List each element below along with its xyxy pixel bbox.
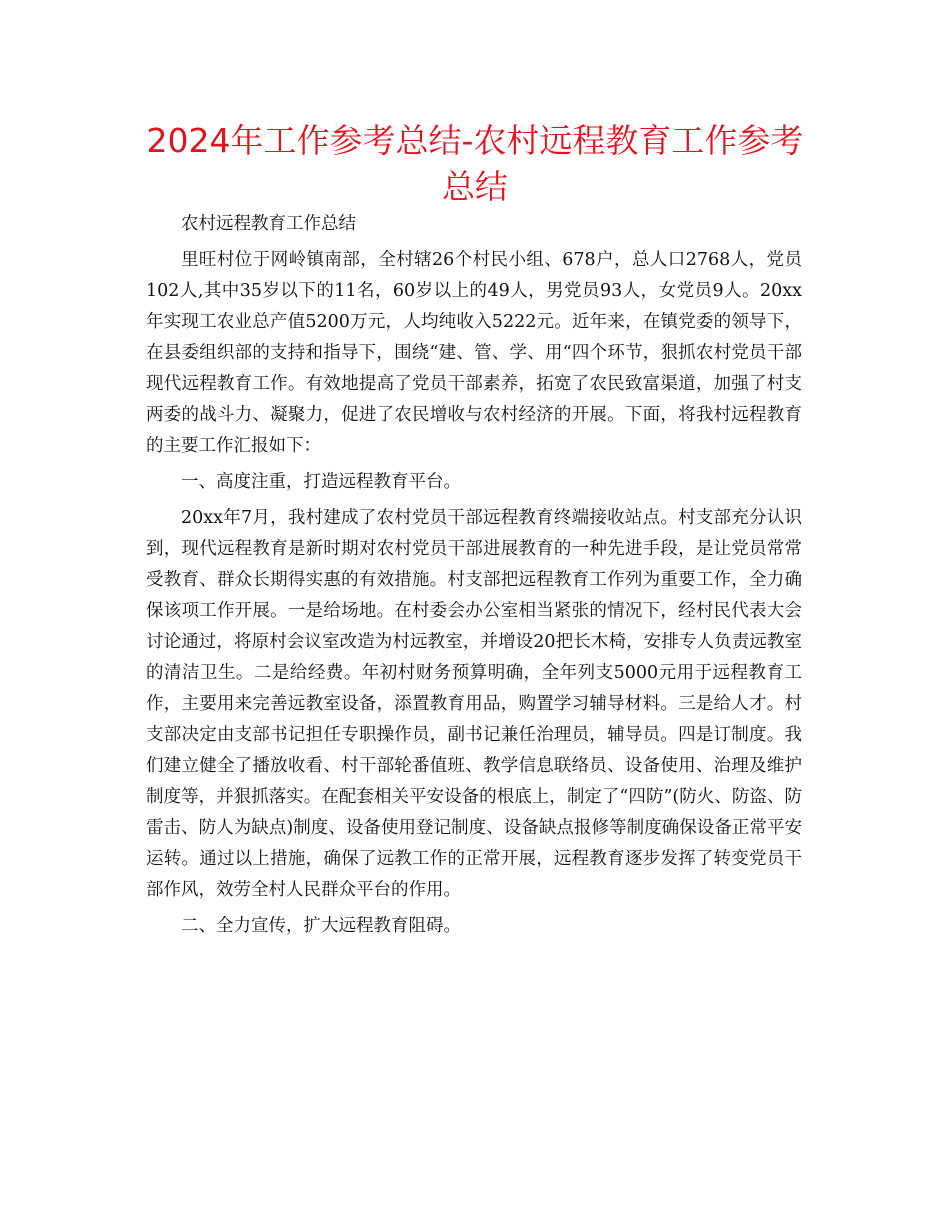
- paragraph-intro: 里旺村位于网岭镇南部，全村辖26个村民小组、678户，总人口2768人，党员102人,其中35岁以下的11名，60岁以上的49人，男党员93人，女党员9人。20xx年实现工农业总产值5200万元，人均纯收入5222元。近年来，在镇党委的领导下，在县委组织部的支持和指导下，围绕“建、管、学、用“四个环节，狠抓农村党员干部现代远程教育工作。有效地提高了党员干部素养，拓宽了农民致富渠道，加强了村支两委的战斗力、凝聚力，促进了农民增收与农村经济的开展。下面，将我村远程教育的主要工作汇报如下：: [146, 250, 802, 456]
- paragraph-section-1: 20xx年7月，我村建成了农村党员干部远程教育终端接收站点。村支部充分认识到，现代远程教育是新时期对农村党员干部进展教育的一种先进手段，是让党员常常受教育、群众长期得实惠的有效措施。村支部把远程教育工作列为重要工作，全力确保该项工作开展。一是给场地。在村委会办公室相当紧张的情况下，经村民代表大会讨论通过，将原村会议室改造为村远教室，并增设20把长木椅，安排专人负责远教室的清洁卫生。二是给经费。年初村财务预算明确，全年列支5000元用于远程教育工作，主要用来完善远教室设备，添置教育用品，购置学习辅导材料。三是给人才。村支部决定由支部书记担任专职操作员，副书记兼任治理员，辅导员。四是订制度。我们建立健全了播放收看、村干部轮番值班、教学信息联络员、设备使用、治理及维护制度等，并狠抓落实。在配套相关平安设备的根底上，制定了“四防”(防火、防盗、防雷击、防人为缺点)制度、设备使用登记制度、设备缺点报修等制度确保设备正常平安运转。通过以上措施，确保了远教工作的正常开展，远程教育逐步发挥了转变党员干部作风，效劳全村人民群众平台的作用。: [146, 508, 802, 900]
- document-body: [146, 209, 802, 947]
- document-title: 2024年工作参考总结-农村远程教育工作参考总结: [146, 121, 804, 206]
- section-heading-2: 二、全力宣传，扩大远程教育阻碍。: [181, 916, 461, 936]
- paragraph-subtitle: 农村远程教育工作总结: [181, 214, 356, 234]
- section-heading-1: 一、高度注重，打造远程教育平台。: [181, 472, 461, 492]
